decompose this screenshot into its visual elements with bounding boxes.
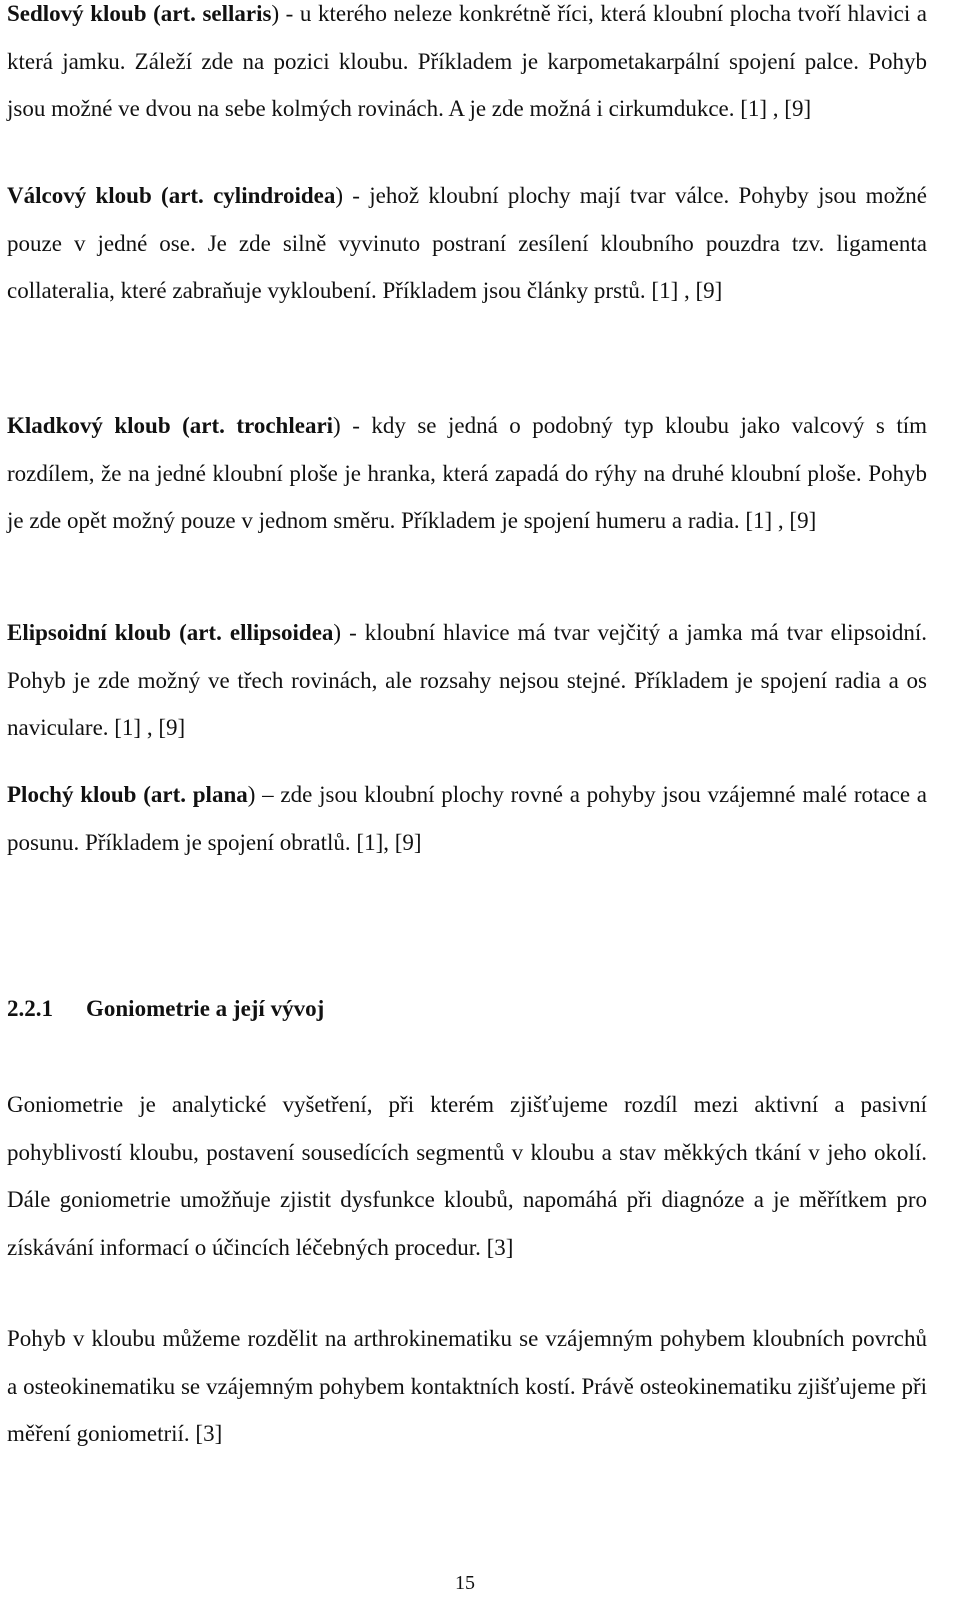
joint-paragraph-plane [7,771,927,866]
joint-name: Plochý kloub (art. [7,782,186,807]
joint-latin-name: cylindroidea [213,183,336,208]
joint-name: Sedlový kloub (art. [7,1,196,26]
body-paragraph: Goniometrie je analytické vyšetření, při kterém zjišťujeme rozdíl mezi aktivní a pasivní pohyblivostí kloubu, postavení sousedících segmentů v kloubu a stav měkkých tkání v jeho okolí. Dále goniometrie umožňuje zjistit dysfunkce kloubů, napomáhá při diagnóze a je měřítkem pro získávání informací o účincích léčebných procedur. [3] [7,1092,927,1260]
section-number: 2.2.1 [7,996,53,1021]
section-title: Goniometrie a její vývoj [86,996,325,1021]
joint-name: Kladkový kloub (art. [7,413,225,438]
joint-description: ) – zde jsou kloubní plochy rovné a pohyby jsou vzájemné malé rotace a posunu. Příkladem je spojení obratlů. [1], [9] [7,782,927,855]
joint-description: ) - kloubní hlavice má tvar vejčitý a jamka má tvar elipsoidní. Pohyb je zde možný ve třech rovinách, ale rozsahy nejsou stejné. Příkladem je spojení radia a os naviculare. [1] , [9] [7,620,927,740]
joint-latin-name: trochleari [236,413,334,438]
joint-name: Válcový kloub (art. [7,183,204,208]
joint-description: ) - kdy se jedná o podobný typ kloubu jako valcový s tím rozdílem, že na jedné kloubní ploše je hranka, která zapadá do rýhy na druhé kloubní ploše. Pohyb je zde opět možný pouze v jednom směru. Příkladem je spojení humeru a radia. [1] , [9] [7,413,928,533]
joint-paragraph-saddle [7,0,927,133]
joint-latin-name: plana [192,782,248,807]
joint-paragraph-cylindrical [7,172,927,315]
joint-name: Elipsoidní kloub (art. [7,620,222,645]
section-heading [7,994,324,1024]
joint-description: ) - jehož kloubní plochy mají tvar válce. Pohyby jsou možné pouze v jedné ose. Je zde silně vyvinuto postraní zesílení kloubního pouzdra tzv. ligamenta collateralia, které zabraňuje vykloubení. Příkladem jsou články prstů. [1] , [9] [7,183,927,303]
joint-latin-name: sellaris [202,1,272,26]
body-paragraph: Pohyb v kloubu můžeme rozdělit na arthrokinematiku se vzájemným pohybem kloubních povrchů a osteokinematiku se vzájemným pohybem kontaktních kostí. Právě osteokinematiku zjišťujeme při měření goniometrií. [3] [7,1326,927,1446]
joint-description: ) - u kterého neleze konkrétně říci, která kloubní plocha tvoří hlavici a která jamku. Záleží zde na pozici kloubu. Příkladem je karpometakarpální spojení palce. Pohyb jsou možné ve dvou na sebe kolmých rovinách. A je zde možná i cirkumdukce. [1] , [9] [7,1,927,121]
page-number: 15 [455,1572,475,1594]
joint-paragraph-ellipsoid [7,609,927,752]
joint-paragraph-hinge [7,402,927,545]
joint-latin-name: ellipsoidea [229,620,334,645]
